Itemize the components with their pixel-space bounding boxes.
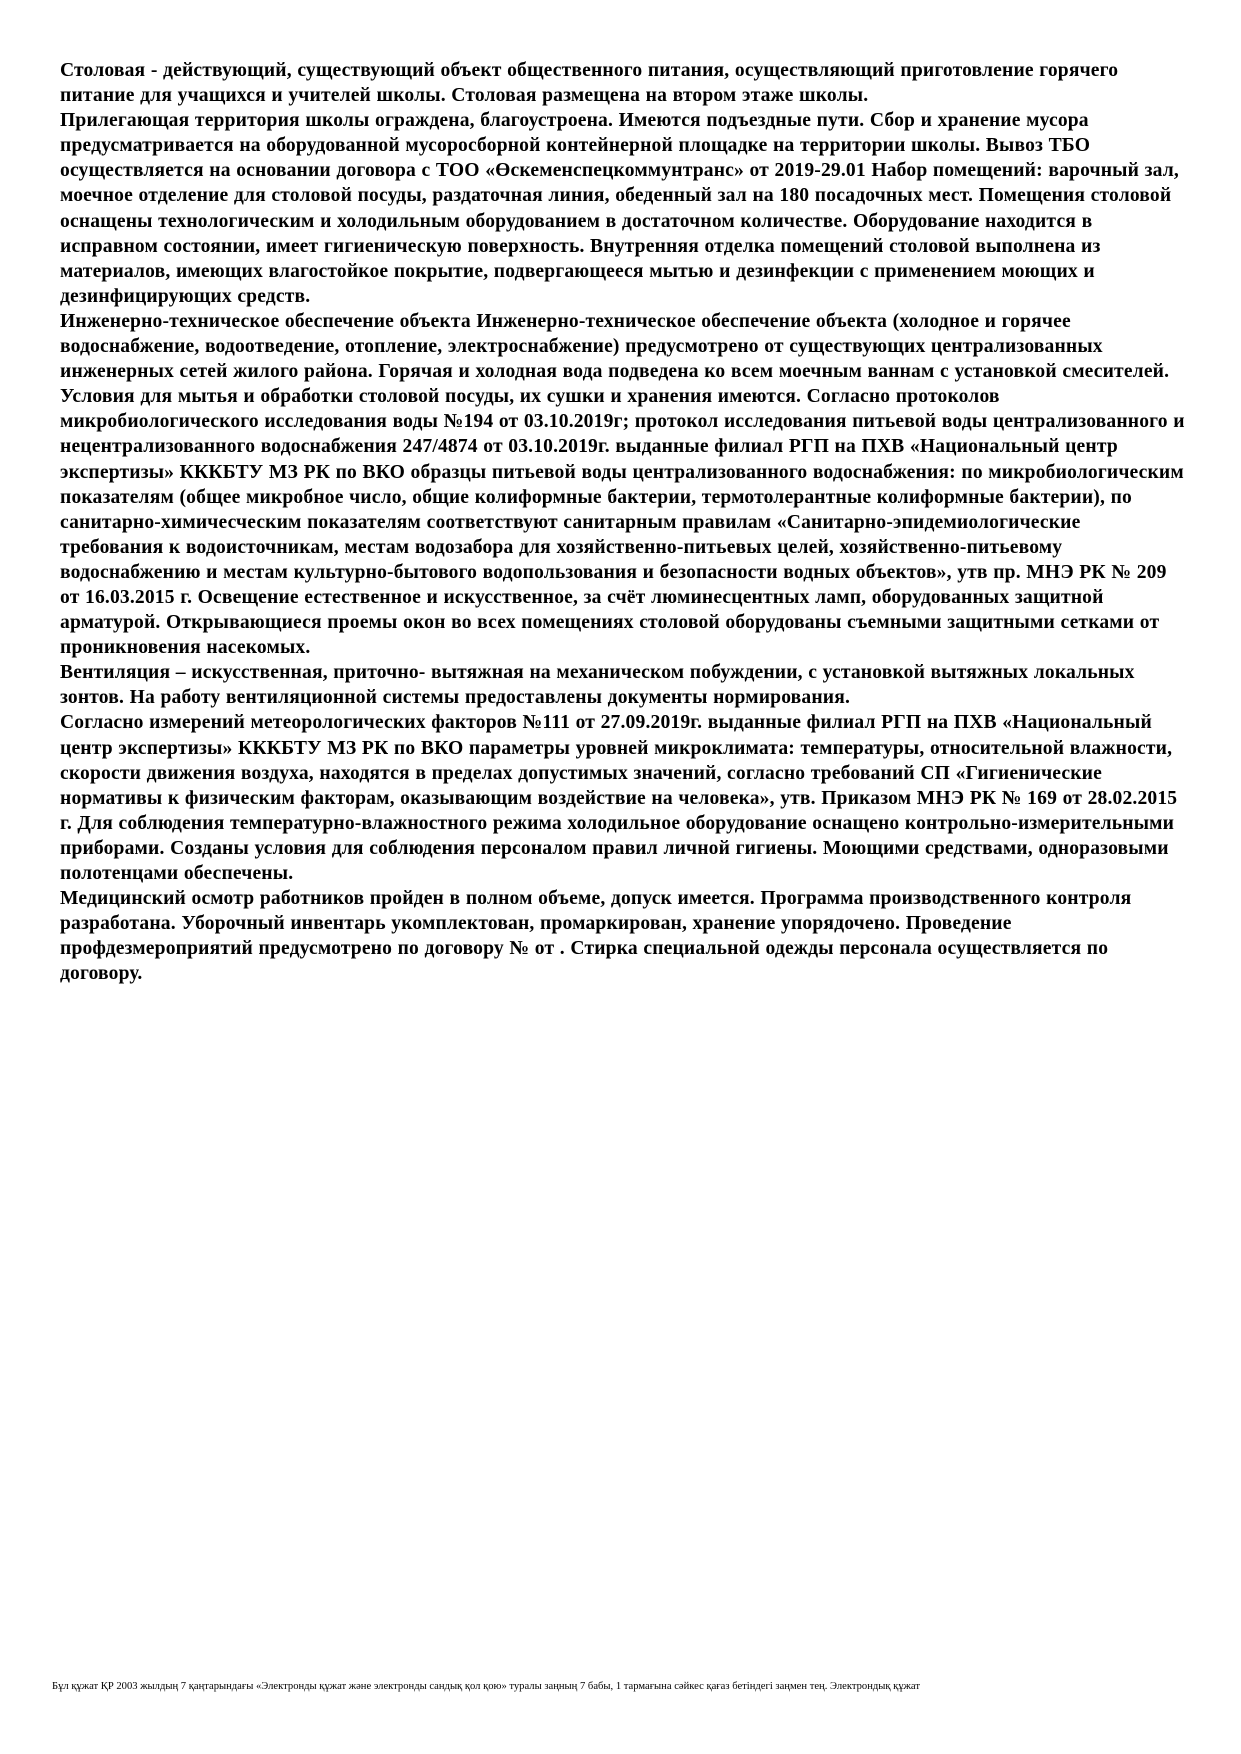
- paragraph-engineering-and-water: Инженерно-техническое обеспечение объекта Инженерно-техническое обеспечение объекта (холодное и горячее водоснабжение, водоотведение, отопление, электроснабжение) предусмотрено от существующих централизованных инженерных сетей жилого района. Горячая и холодная вода подведена ко всем моечным ваннам с установкой смесителей. Условия для мытья и обработки столовой посуды, их сушки и хранения имеются. Согласно протоколов микробиологического исследования воды №194 от 03.10.2019г; протокол исследования питьевой воды централизованного и нецентрализованного водоснабжения 247/4874 от 03.10.2019г. выданные филиал РГП на ПХВ «Национальный центр экспертизы» КККБТУ МЗ РК по ВКО образцы питьевой воды централизованного водоснабжения: по микробиологическим показателям (общее микробное число, общие колиформные бактерии, термотолерантные колиформные бактерии), по санитарно-химичесческим показателям соответствуют санитарным правилам «Санитарно-эпидемиологические требования к водоисточникам, местам водозабора для хозяйственно-питьевых целей, хозяйственно-питьевому водоснабжению и местам культурно-бытового водопользования и безопасности водных объектов», утв пр. МНЭ РК № 209 от 16.03.2015 г. Освещение естественное и искусственное, за счёт люминесцентных ламп, оборудованных защитной арматурой. Открывающиеся проемы окон во всех помещениях столовой оборудованы съемными защитными сетками от проникновения насекомых.: [60, 310, 1185, 659]
- paragraph-territory-and-premises: Прилегающая территория школы ограждена, благоустроена. Имеются подъездные пути. Сбор и хранение мусора предусматривается на оборудованной мусоросборной контейнерной площадке на территории школы. Вывоз ТБО осуществляется на основании договора с ТОО «Өскеменспецкоммунтранс» от 2019-29.01 Набор помещений: варочный зал, моечное отделение для столовой посуды, раздаточная линия, обеденный зал на 180 посадочных мест. Помещения столовой оснащены технологическим и холодильным оборудованием в достаточном количестве. Оборудование находится в исправном состоянии, имеет гигиеническую поверхность. Внутренняя отделка помещений столовой выполнена из материалов, имеющих влагостойкое покрытие, подвергающееся мытью и дезинфекции с применением моющих и дезинфицирующих средств.: [60, 110, 1179, 307]
- document-body: [60, 58, 1188, 986]
- paragraph-microclimate: Согласно измерений метеорологических факторов №111 от 27.09.2019г. выданные филиал РГП на ПХВ «Национальный центр экспертизы» КККБТУ МЗ РК по ВКО параметры уровней микроклимата: температуры, относительной влажности, скорости движения воздуха, находятся в пределах допустимых значений, согласно требований СП «Гигиенические нормативы к физическим факторам, оказывающим воздействие на человека», утв. Приказом МНЭ РК № 169 от 28.02.2015 г. Для соблюдения температурно-влажностного режима холодильное оборудование оснащено контрольно-измерительными приборами. Созданы условия для соблюдения персоналом правил личной гигиены. Моющими средствами, одноразовыми полотенцами обеспечены.: [60, 712, 1178, 884]
- paragraph-medical-and-control: Медицинский осмотр работников пройден в полном объеме, допуск имеется. Программа производственного контроля разработана. Уборочный инвентарь укомплектован, промаркирован, хранение упорядочено. Проведение профдезмероприятий предусмотрено по договору № от . Стирка специальной одежды персонала осуществляется по договору.: [60, 888, 1132, 985]
- paragraph-ventilation: Вентиляция – искусственная, приточно- вытяжная на механическом побуждении, с установкой вытяжных локальных зонтов. На работу вентиляционной системы предоставлены документы нормирования.: [60, 662, 1135, 709]
- footer-legal-note: Бұл құжат ҚР 2003 жылдың 7 қаңтарындағы «Электронды құжат және электронды сандық қол қою» туралы заңның 7 бабы, 1 тармағына сәйкес қағаз бетіндегі заңмен тең. Электрондық құжат: [52, 1681, 920, 1692]
- paragraph-canteen-description: Столовая - действующий, существующий объект общественного питания, осуществляющий приготовление горячего питание для учащихся и учителей школы. Столовая размещена на втором этаже школы.: [60, 60, 1119, 107]
